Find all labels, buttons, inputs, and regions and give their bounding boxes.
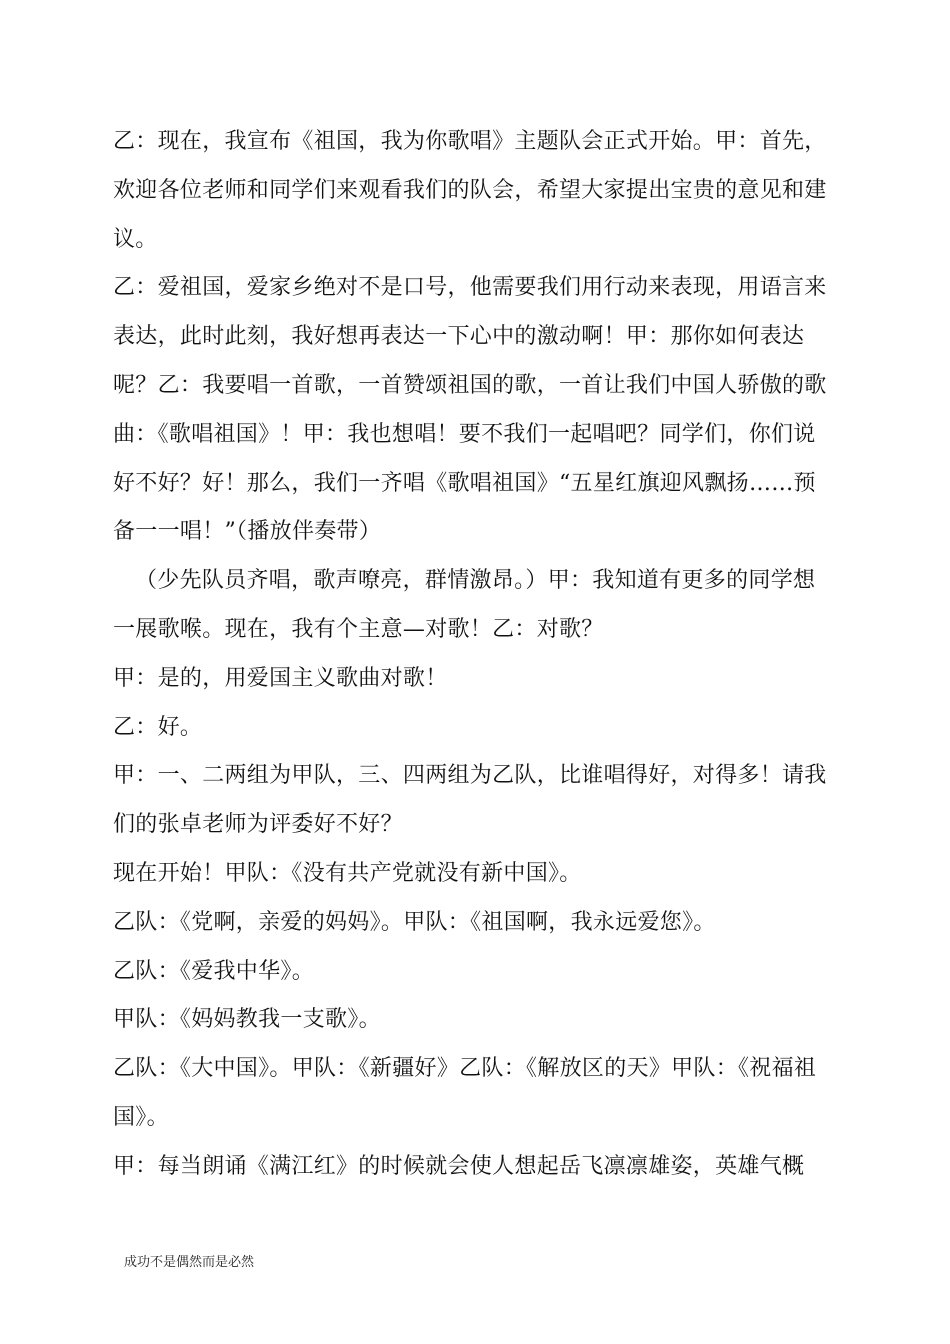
paragraph-song-exchange-4: 乙队：《大中国》。甲队：《新疆好》乙队：《解放区的天》甲队：《祝福祖国》。 (113, 1056, 817, 1130)
paragraph-song-exchange-2: 乙队：《爱我中华》。 (113, 958, 315, 984)
paragraph-patriotic-songs: 甲：是的，用爱国主义歌曲对歌！ (113, 665, 448, 691)
paragraph-chorus: （少先队员齐唱，歌声嘹亮，群情激昂。）甲：我知道有更多的同学想一展歌喉。现在，我有个主意—对歌！乙：对歌？ (113, 568, 816, 642)
paragraph-agree: 乙：好。 (113, 714, 203, 740)
paragraph-manjianghong: 甲：每当朗诵《满江红》的时候就会使人想起岳飞凛凛雄姿，英雄气概 (113, 1153, 805, 1179)
paragraph-teams: 甲：一、二两组为甲队，三、四两组为乙队，比谁唱得好，对得多！请我们的张卓老师为评委好不好？ (113, 763, 827, 838)
paragraph-sing-motherland: 乙：爱祖国，爱家乡绝对不是口号，他需要我们用行动来表现，用语言来表达，此时此刻，我好想再表达一下心中的激动啊！甲：那你如何表达呢？乙：我要唱一首歌，一首赞颂祖国的歌，一首让我们中国人骄傲的歌曲：《歌唱祖国》！甲：我也想唱！要不我们一起唱吧？同学们，你们说好不好？好！那么，我们一齐唱《歌唱祖国》“五星红旗迎风飘扬……预备一一唱！”（播放伴奏带） (113, 275, 827, 545)
paragraph-opening: 乙：现在，我宣布《祖国，我为你歌唱》主题队会正式开始。甲：首先，欢迎各位老师和同学们来观看我们的队会，希望大家提出宝贵的意见和建议。 (113, 129, 827, 252)
paragraph-start: 现在开始！甲队：《没有共产党就没有新中国》。 (113, 860, 582, 886)
paragraph-song-exchange-3: 甲队：《妈妈教我一支歌》。 (113, 1007, 381, 1033)
paragraph-song-exchange-1: 乙队：《党啊，亲爱的妈妈》。甲队：《祖国啊，我永远爱您》。 (113, 909, 716, 935)
footer-note: 成功不是偶然而是必然 (124, 1255, 255, 1270)
document-body (113, 118, 828, 1192)
